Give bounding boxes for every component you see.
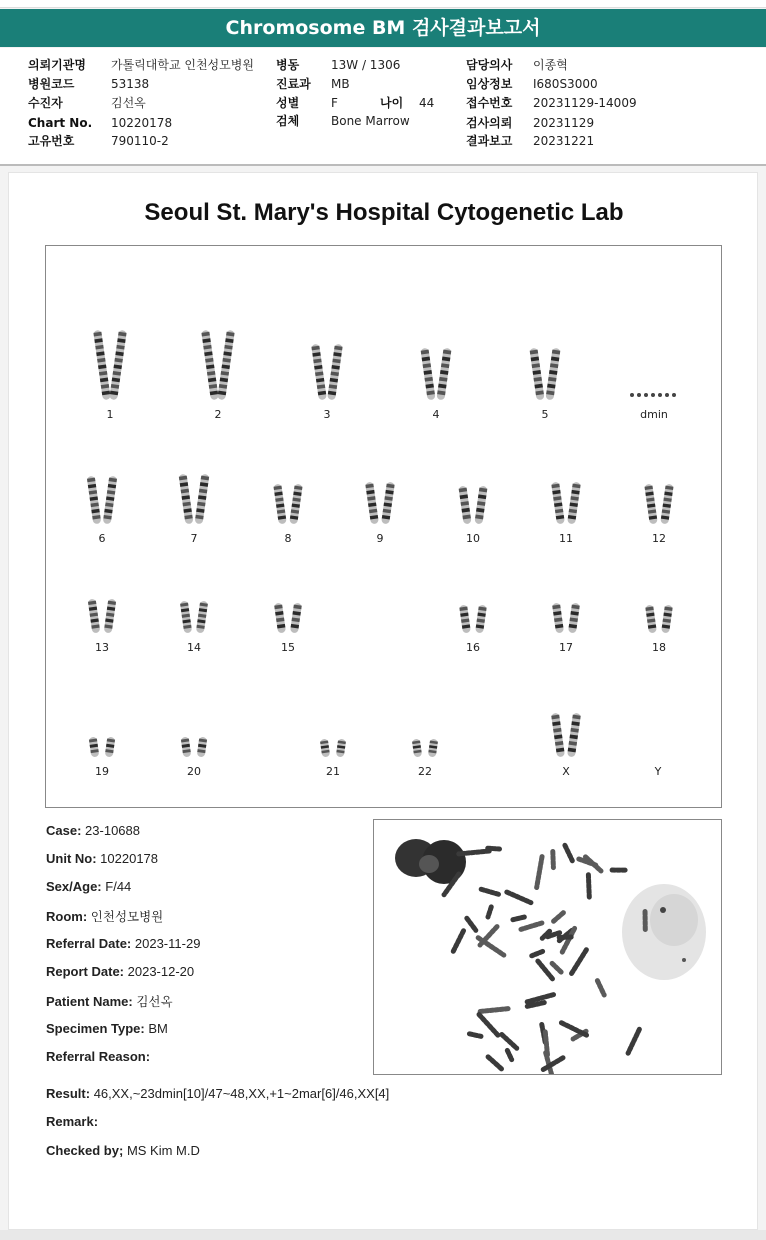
chromosome-pair-7 — [164, 448, 224, 528]
field-sex-age-key: Sex/Age: — [46, 879, 102, 894]
field-result — [46, 1086, 389, 1101]
chromosome-pair-11 — [536, 448, 596, 528]
top-edge — [0, 0, 766, 8]
field-specimen-type — [46, 1021, 168, 1036]
chromosome-pair-y — [628, 681, 688, 761]
info-value-hospital-code: 53138 — [111, 77, 150, 91]
info-value-specimen: Bone Marrow — [331, 114, 410, 128]
field-specimen-type-key: Specimen Type: — [46, 1021, 145, 1036]
metaphase-chromosome — [467, 918, 476, 930]
info-value-chart-no: 10220178 — [111, 116, 173, 130]
field-report-date-key: Report Date: — [46, 964, 125, 979]
info-label-ward: 병동 — [276, 58, 300, 72]
metaphase-chromosome — [488, 1057, 503, 1070]
karyotype-label-dmin: dmin — [640, 408, 668, 421]
chromosome-pair-13 — [72, 557, 132, 637]
info-value-sex: F — [331, 96, 338, 110]
info-label-department: 진료과 — [276, 77, 311, 91]
karyotype-label-22: 22 — [418, 765, 432, 778]
chromosome-pair-12 — [629, 448, 689, 528]
chromosome-pair-19 — [72, 681, 132, 761]
chromosome-pair-4 — [406, 324, 466, 404]
karyotype-label-13: 13 — [95, 641, 109, 654]
field-referral-reason — [46, 1049, 150, 1064]
report-banner-title: Chromosome BM 검사결과보고서 — [0, 9, 766, 47]
chromosome-pair-15 — [258, 557, 318, 637]
field-referral-date-key: Referral Date: — [46, 936, 132, 951]
chromosome-pair-2 — [188, 324, 248, 404]
field-case — [46, 823, 140, 838]
chromosome-pair-3 — [297, 324, 357, 404]
karyotype-label-17: 17 — [559, 641, 573, 654]
field-room — [46, 907, 163, 925]
info-value-accession-no: 20231129-14009 — [533, 96, 637, 110]
field-report-date — [46, 964, 194, 979]
info-value-patient: 김선옥 — [111, 96, 146, 110]
karyotype-label-10: 10 — [466, 532, 480, 545]
chromosome-pair-20 — [164, 681, 224, 761]
chromosome-pair-1 — [80, 324, 140, 404]
karyotype-label-7: 7 — [190, 532, 198, 545]
karyotype-label-11: 11 — [559, 532, 573, 545]
metaphase-chromosome — [469, 1034, 481, 1037]
karyotype-label-6: 6 — [98, 532, 106, 545]
field-report-date-value: 2023-12-20 — [127, 964, 195, 979]
metaphase-chromosome — [481, 889, 500, 895]
info-value-ward: 13W / 1306 — [331, 58, 401, 72]
field-patient-name-value: 김선옥 — [136, 994, 173, 1009]
info-label-hospital-code: 병원코드 — [28, 77, 75, 91]
karyotype-label-x: X — [562, 765, 570, 778]
metaphase-chromosome — [507, 1050, 511, 1059]
field-checked-by — [46, 1143, 200, 1158]
field-room-key: Room: — [46, 909, 88, 924]
metaphase-spread-image — [373, 819, 722, 1075]
info-label-patient: 수진자 — [28, 96, 63, 110]
field-case-value: 23-10688 — [85, 823, 140, 838]
metaphase-chromosome — [527, 995, 553, 1002]
metaphase-chromosome — [488, 907, 491, 917]
metaphase-chromosome — [532, 951, 543, 955]
karyotype-label-14: 14 — [187, 641, 201, 654]
field-sex-age — [46, 879, 131, 894]
chromosome-pair-6 — [72, 448, 132, 528]
karyotype-label-20: 20 — [187, 765, 201, 778]
karyotype-label-2: 2 — [214, 408, 222, 421]
karyotype-label-5: 5 — [541, 408, 549, 421]
info-value-institution: 가톨릭대학교 인천성모병원 — [111, 58, 254, 72]
metaphase-chromosome — [553, 851, 554, 867]
chromosome-pair-22 — [395, 681, 455, 761]
field-case-key: Case: — [46, 823, 82, 838]
metaphase-chromosome — [561, 1023, 587, 1036]
chromosome-pair-16 — [443, 557, 503, 637]
info-value-age: 44 — [419, 96, 435, 110]
info-label-age: 나이 — [380, 96, 404, 110]
metaphase-chromosome — [488, 848, 500, 849]
karyotype-label-8: 8 — [284, 532, 292, 545]
info-value-department: MB — [331, 77, 350, 91]
metaphase-chromosome — [459, 851, 490, 854]
metaphase-chromosome — [479, 1009, 508, 1012]
karyotype-label-9: 9 — [376, 532, 384, 545]
metaphase-spread-drawing — [374, 820, 722, 1075]
chromosome-pair-9 — [350, 448, 410, 528]
field-specimen-type-value: BM — [148, 1021, 168, 1036]
metaphase-chromosome — [571, 950, 587, 975]
metaphase-chromosome — [579, 859, 597, 865]
field-result-key: Result: — [46, 1086, 91, 1101]
karyotype-label-19: 19 — [95, 765, 109, 778]
chromosome-pair-8 — [258, 448, 318, 528]
lab-title: Seoul St. Mary's Hospital Cytogenetic Lab — [144, 199, 624, 226]
karyogram-panel — [45, 245, 722, 808]
karyotype-label-3: 3 — [323, 408, 331, 421]
info-label-sex: 성별 — [276, 96, 300, 110]
field-remark-key: Remark: — [46, 1114, 99, 1129]
field-unit-no-key: Unit No: — [46, 851, 97, 866]
metaphase-chromosome — [513, 917, 524, 920]
metaphase-chromosome — [553, 913, 563, 922]
chromosome-pair-14 — [164, 557, 224, 637]
karyotype-label-15: 15 — [281, 641, 295, 654]
karyotype-label-1: 1 — [106, 408, 114, 421]
metaphase-chromosome — [552, 963, 561, 972]
info-label-request-date: 검사의뢰 — [466, 116, 513, 130]
chromosome-pair-17 — [536, 557, 596, 637]
info-label-doctor: 담당의사 — [466, 58, 513, 72]
field-referral-date-value: 2023-11-29 — [134, 936, 201, 951]
info-label-unique-no: 고유번호 — [28, 134, 75, 148]
info-value-clinical-info: I680S3000 — [533, 77, 598, 91]
field-sex-age-value: F/44 — [105, 879, 132, 894]
info-label-clinical-info: 임상정보 — [466, 77, 513, 91]
metaphase-chromosome — [537, 857, 542, 888]
field-referral-date — [46, 936, 200, 951]
field-unit-no-value: 10220178 — [100, 851, 159, 866]
chromosome-pair-x — [536, 681, 596, 761]
info-value-report-date: 20231221 — [533, 134, 595, 148]
bottom-edge — [0, 1230, 766, 1240]
karyotype-label-4: 4 — [432, 408, 440, 421]
field-result-value: 46,XX,~23dmin[10]/47~48,XX,+1~2mar[6]/46,XX[4] — [93, 1086, 390, 1101]
chromosome-pair-18 — [629, 557, 689, 637]
info-label-chart-no: Chart No. — [28, 116, 93, 130]
info-value-unique-no: 790110-2 — [111, 134, 169, 148]
info-value-request-date: 20231129 — [533, 116, 595, 130]
info-label-accession-no: 접수번호 — [466, 96, 513, 110]
info-label-report-date: 결과보고 — [466, 134, 513, 148]
metaphase-chromosome — [502, 1035, 517, 1049]
chromosome-pair-21 — [303, 681, 363, 761]
info-label-institution: 의뢰기관명 — [28, 58, 86, 72]
chromosome-pair-5 — [515, 324, 575, 404]
karyotype-label-21: 21 — [326, 765, 340, 778]
metaphase-chromosome — [507, 892, 531, 903]
metaphase-chromosome — [597, 981, 604, 995]
karyotype-label-y: Y — [654, 765, 662, 778]
field-checked-by-key: Checked by; — [46, 1143, 124, 1158]
info-label-specimen: 검체 — [276, 114, 300, 128]
karyotype-label-18: 18 — [652, 641, 666, 654]
field-patient-name-key: Patient Name: — [46, 994, 133, 1009]
karyotype-label-16: 16 — [466, 641, 480, 654]
field-remark — [46, 1114, 98, 1129]
field-unit-no — [46, 851, 158, 866]
metaphase-chromosome — [565, 845, 572, 860]
cytogenetic-report — [8, 172, 758, 1230]
info-value-doctor: 이종혁 — [533, 58, 568, 72]
field-room-value: 인천성모병원 — [90, 909, 164, 924]
field-referral-reason-key: Referral Reason: — [46, 1049, 151, 1064]
field-checked-by-value: MS Kim M.D — [126, 1143, 200, 1158]
karyotype-label-12: 12 — [652, 532, 666, 545]
patient-info-header — [0, 48, 766, 166]
field-patient-name — [46, 992, 173, 1010]
metaphase-chromosome — [452, 931, 463, 953]
metaphase-chromosome — [479, 1015, 499, 1037]
metaphase-chromosome — [588, 875, 589, 897]
chromosome-pair-10 — [443, 448, 503, 528]
chromosome-pair-dmin — [624, 324, 684, 404]
metaphase-chromosome — [521, 923, 542, 929]
metaphase-chromosome — [628, 1029, 639, 1053]
